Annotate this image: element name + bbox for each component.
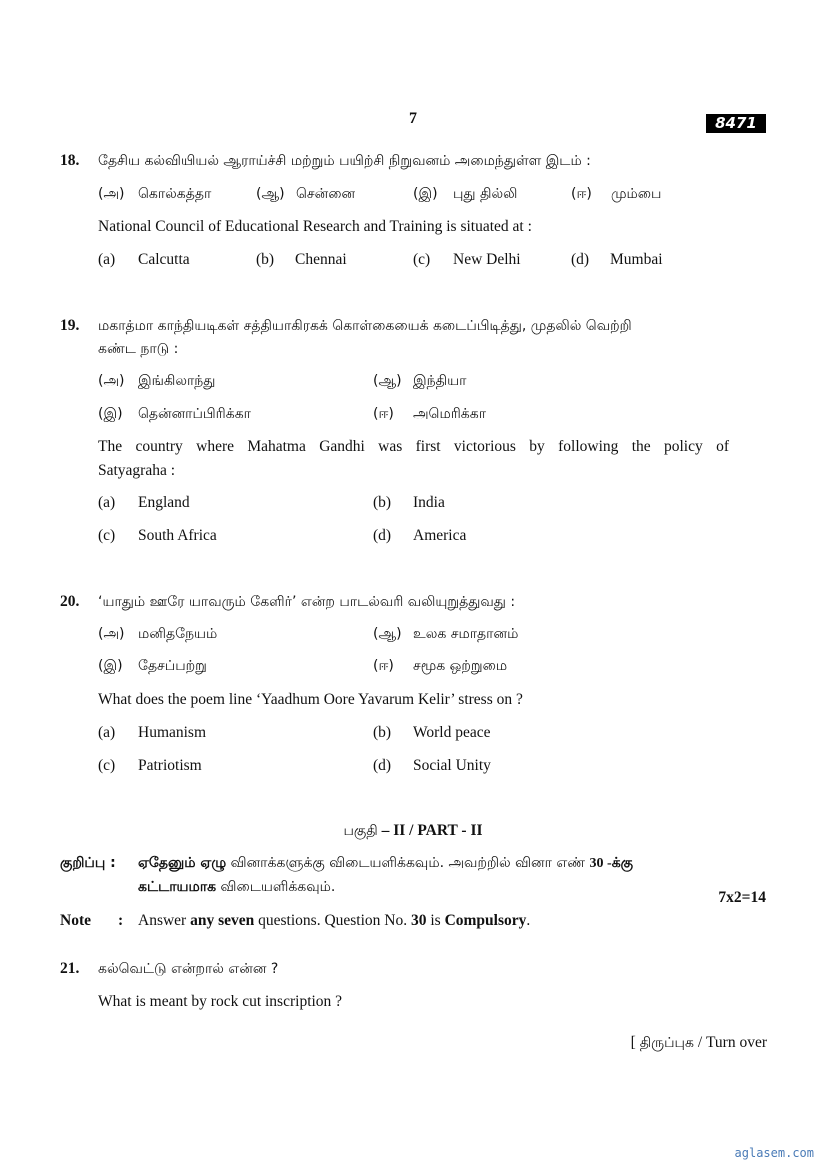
note-emphasis: 30 -க்கு [589,856,634,871]
option-label: (ஈ) [571,186,592,202]
option-label: (ஈ) [373,658,394,674]
option-label: (d) [571,251,590,268]
turn-over-tamil: திருப்புக [639,1035,694,1051]
note-text: Answer [138,912,191,929]
note-text-tamil [138,855,633,873]
note-text: . [526,912,531,929]
question-number: 19. [60,317,80,334]
option-label: (b) [256,251,275,268]
option-text: Chennai [295,251,347,268]
option-text: சமூக ஒற்றுமை [413,658,508,674]
option-text: Mumbai [610,251,663,268]
option-text: இங்கிலாந்து [138,373,216,389]
option-text: World peace [413,724,491,741]
option-label: (இ) [98,406,123,422]
option-label: (இ) [413,186,438,202]
option-text: Patriotism [138,757,202,774]
watermark: aglasem.com [734,1146,814,1160]
option-text: South Africa [138,527,217,544]
option-text: Social Unity [413,757,491,774]
option-label: (ஆ) [256,186,285,202]
option-text: இந்தியா [413,373,467,389]
question-text-english-cont: Satyagraha : [98,462,176,479]
turn-over-note [500,1034,767,1053]
option-label: (a) [98,251,116,268]
note-emphasis: 30 [410,912,427,929]
question-number: 20. [60,593,80,610]
question-text-english: What is meant by rock cut inscription ? [98,993,343,1010]
option-text: Humanism [138,724,207,741]
part-heading-english: – II / PART - II [377,822,483,839]
note-text: வினாக்களுக்கு விடையளிக்கவும். அவற்றில் வினா எண் [226,855,590,871]
part-heading-tamil: பகுதி [343,823,378,839]
option-label: (ஆ) [373,373,402,389]
question-text-tamil: கல்வெட்டு என்றால் என்ன ? [98,961,279,977]
option-label: (c) [98,757,116,774]
question-text-english: The country where Mahatma Gandhi was first victorious by following the policy of [98,438,729,455]
option-label: (ஆ) [373,626,402,642]
marks-allocation: 7x2=14 [718,889,766,906]
option-text: புது தில்லி [453,186,518,202]
option-text: கொல்கத்தா [138,186,212,202]
option-label: (a) [98,724,116,741]
question-text-english: What does the poem line ‘Yaadhum Oore Yavarum Kelir’ stress on ? [98,691,523,708]
option-text: அமெரிக்கா [413,406,487,422]
note-text-tamil-cont [138,879,335,897]
option-label: (அ) [98,186,125,202]
option-text: Calcutta [138,251,190,268]
question-number: 18. [60,152,80,169]
option-label: (b) [373,724,392,741]
page-number: 7 [409,110,417,127]
option-text: தேசப்பற்று [138,658,207,674]
note-text-english [138,912,530,930]
note-text: is [426,912,445,929]
option-label: (ஈ) [373,406,394,422]
part-heading [0,822,826,841]
option-text: America [413,527,467,544]
note-text: விடையளிக்கவும். [216,879,336,895]
question-number: 21. [60,960,80,977]
turn-over-english: / Turn over [693,1034,767,1051]
note-emphasis: ஏதேனும் ஏழு [138,855,227,871]
option-text: மனிதநேயம் [138,626,218,642]
option-label: (b) [373,494,392,511]
option-text: New Delhi [453,251,521,268]
question-text-tamil: மகாத்மா காந்தியடிகள் சத்தியாகிரகக் கொள்கையைக் கடைப்பிடித்து, முதலில் வெற்றி [98,318,632,334]
option-label: (d) [373,757,392,774]
note-colon: : [118,912,124,929]
option-text: தென்னாப்பிரிக்கா [138,406,251,422]
option-label: (a) [98,494,116,511]
paper-code-badge: 8471 [706,114,766,133]
note-emphasis: கட்டாயமாக [138,879,217,895]
question-text-tamil-cont: கண்ட நாடு : [98,341,179,357]
option-text: India [413,494,445,511]
option-label: (d) [373,527,392,544]
option-label: (c) [98,527,116,544]
option-label: (c) [413,251,431,268]
option-text: சென்னை [296,186,356,202]
option-label: (அ) [98,373,125,389]
option-label: (அ) [98,626,125,642]
note-text: questions. Question No. [254,912,411,929]
note-emphasis: Compulsory [444,912,527,929]
question-text-tamil: ‘யாதும் ஊரே யாவரும் கேளிர்’ என்ற பாடல்வரி வலியுறுத்துவது : [98,594,516,610]
question-text-tamil: தேசிய கல்வியியல் ஆராய்ச்சி மற்றும் பயிற்சி நிறுவனம் அமைந்துள்ள இடம் : [98,153,591,169]
note-emphasis: any seven [190,912,255,929]
option-text: உலக சமாதானம் [413,626,519,642]
note-label-english: Note [60,912,91,929]
option-label: (இ) [98,658,123,674]
note-label-tamil: குறிப்பு : [60,855,116,871]
option-text: மும்பை [611,186,662,202]
bracket: [ [630,1034,640,1051]
question-text-english: National Council of Educational Research and Training is situated at : [98,218,532,235]
option-text: England [138,494,190,511]
